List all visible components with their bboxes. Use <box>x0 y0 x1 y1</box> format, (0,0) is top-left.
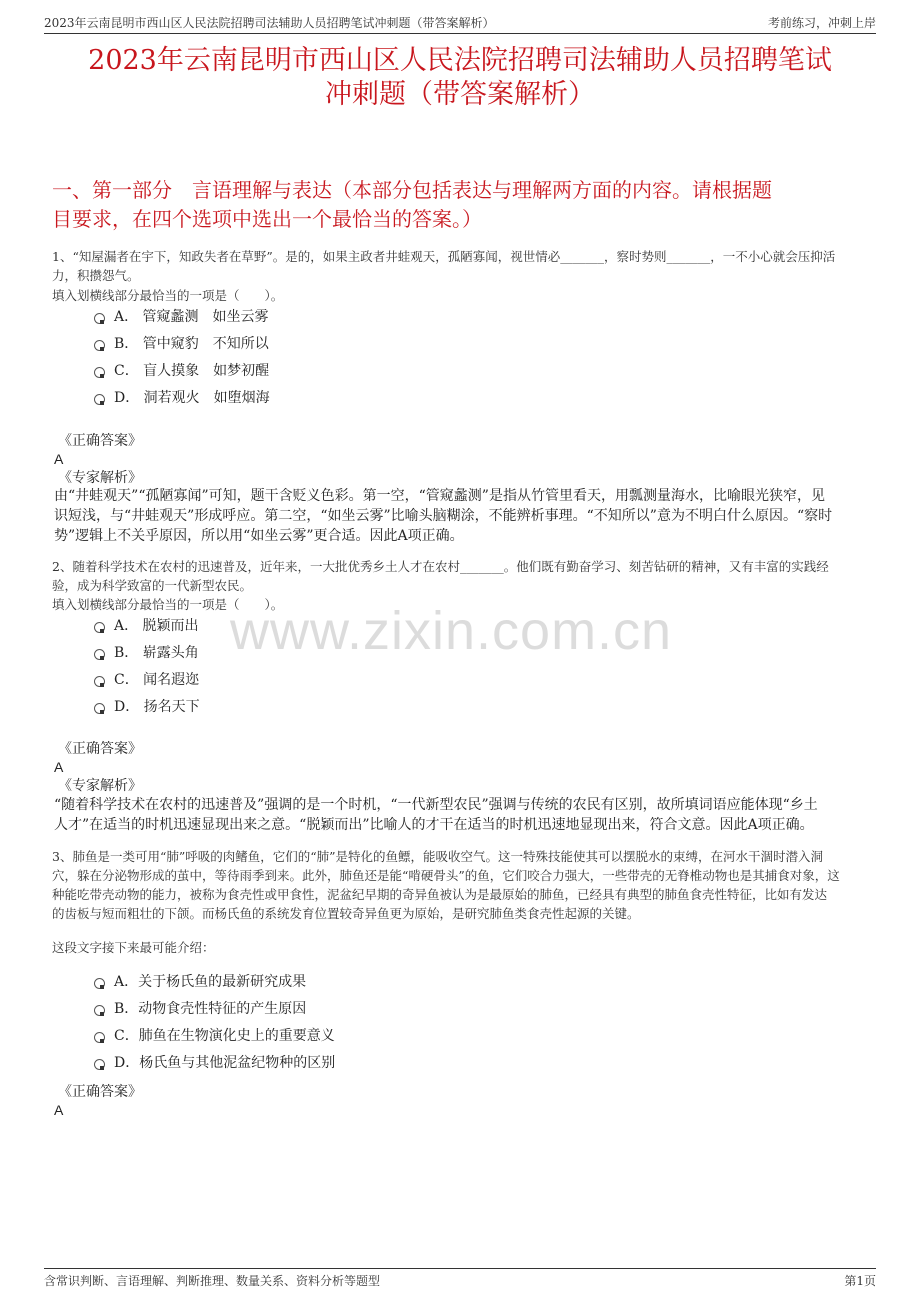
option-label: A．关于杨氏鱼的最新研究成果 <box>114 974 307 990</box>
question-1-instruction: 填入划横线部分最恰当的一项是（ ）。 <box>52 288 284 303</box>
question-stem-line: 1、“知屋漏者在宇下，知政失者在草野”。是的，如果主政者井蛙观天，孤陋寡闻，视世情必_______，察时势则_______，一不小心就会压抑活 <box>52 249 836 264</box>
option-label: D． 扬名天下 <box>114 699 200 715</box>
question-3-answer: A <box>54 1102 64 1118</box>
header-slogan: 考前练习，冲刺上岸 <box>767 16 876 30</box>
question-1-explanation <box>54 486 866 546</box>
title-line-1: 2023年云南昆明市西山区人民法院招聘司法辅助人员招聘笔试 <box>88 45 832 76</box>
option-label: C． 盲人摸象 如梦初醒 <box>114 363 270 379</box>
section-heading-line-2: 目要求，在四个选项中选出一个最恰当的答案。） <box>52 207 482 231</box>
option-label: B． 崭露头角 <box>114 645 199 661</box>
option-label: B．动物食壳性特征的产生原因 <box>114 1001 307 1017</box>
radio-icon[interactable] <box>94 313 105 324</box>
radio-icon[interactable] <box>94 978 105 989</box>
radio-icon[interactable] <box>94 1059 105 1070</box>
question-1-answer-label: 《正确答案》 <box>58 433 142 449</box>
explanation-line: 人才”在适当的时机迅速显现出来之意。“脱颖而出”比喻人的才干在适当的时机迅速地显现出来，符合文意。因此A项正确。 <box>54 817 814 833</box>
footer-topics: 含常识判断、言语理解、判断推理、数量关系、资料分析等题型 <box>44 1274 381 1288</box>
question-stem-line: 3、肺鱼是一类可用“肺”呼吸的肉鳍鱼，它们的“肺”是特化的鱼鳔，能吸收空气。这一特殊技能使其可以摆脱水的束缚，在河水干涸时潜入洞 <box>52 849 824 864</box>
radio-icon[interactable] <box>94 676 105 687</box>
question-3-stem <box>52 847 868 923</box>
question-1-answer: A <box>54 451 64 467</box>
radio-icon[interactable] <box>94 1005 105 1016</box>
question-2-stem <box>52 557 868 595</box>
question-2-explanation <box>54 795 866 835</box>
header-doc-title: 2023年云南昆明市西山区人民法院招聘司法辅助人员招聘笔试冲刺题（带答案解析） <box>44 16 495 30</box>
radio-icon[interactable] <box>94 1032 105 1043</box>
radio-icon[interactable] <box>94 703 105 714</box>
question-stem-line: 的齿板与短而粗壮的下颌。而杨氏鱼的系统发育位置较奇异鱼更为原始，是研究肺鱼类食壳性起源的关键。 <box>52 906 640 921</box>
question-2-instruction: 填入划横线部分最恰当的一项是（ ）。 <box>52 597 284 612</box>
radio-icon[interactable] <box>94 649 105 660</box>
question-1-explanation-label: 《专家解析》 <box>58 470 142 486</box>
radio-icon[interactable] <box>94 622 105 633</box>
document-title <box>40 44 880 112</box>
option-label: C． 闻名遐迩 <box>114 672 200 688</box>
question-stem-line: 力，积攒怨气。 <box>52 268 140 283</box>
page-footer <box>44 1268 876 1288</box>
page-header <box>44 12 876 34</box>
question-stem-line: 种能吃带壳动物的能力，被称为食壳性或甲食性，泥盆纪早期的奇异鱼被认为是最原始的肺鱼，已经具有典型的肺鱼食壳性特征，比如有发达 <box>52 887 828 902</box>
option-label: D．杨氏鱼与其他泥盆纪物种的区别 <box>114 1055 336 1071</box>
explanation-line: 势”逻辑上不关乎原因，所以用“如坐云雾”更合适。因此A项正确。 <box>54 528 464 544</box>
question-2-explanation-label: 《专家解析》 <box>58 778 142 794</box>
question-1-stem <box>52 247 868 285</box>
explanation-line: 由“井蛙观天”“孤陋寡闻”可知，题干含贬义色彩。第一空，“管窥蠡测”是指从竹管里看天，用瓢测量海水，比喻眼光狭窄，见 <box>54 488 825 504</box>
question-2-answer: A <box>54 759 64 775</box>
explanation-line: 识短浅，与“井蛙观天”形成呼应。第二空，“如坐云雾”比喻头脑糊涂，不能辨析事理。“不知所以”意为不明白什么原因。“察时 <box>54 508 833 524</box>
option-label: A． 管窥蠡测 如坐云雾 <box>114 309 269 325</box>
question-3-instruction: 这段文字接下来最可能介绍： <box>52 940 215 955</box>
explanation-line: “随着科学技术在农村的迅速普及”强调的是一个时机，“一代新型农民”强调与传统的农民有区别，故所填词语应能体现“乡土 <box>54 797 818 813</box>
radio-icon[interactable] <box>94 340 105 351</box>
radio-icon[interactable] <box>94 394 105 405</box>
question-stem-line: 穴，躲在分泌物形成的茧中，等待雨季到来。此外，肺鱼还是能“啃硬骨头”的鱼，它们咬合力强大，一些带壳的无脊椎动物也是其捕食对象，这 <box>52 868 840 883</box>
radio-icon[interactable] <box>94 367 105 378</box>
option-label: B． 管中窥豹 不知所以 <box>114 336 269 352</box>
question-2-answer-label: 《正确答案》 <box>58 741 142 757</box>
title-line-2: 冲刺题（带答案解析） <box>325 79 595 110</box>
option-label: D． 洞若观火 如堕烟海 <box>114 390 270 406</box>
question-stem-line: 验，成为科学致富的一代新型农民。 <box>52 578 253 593</box>
page-number: 第1页 <box>844 1274 876 1288</box>
question-stem-line: 2、随着科学技术在农村的迅速普及，近年来，一大批优秀乡土人才在农村_______。他们既有勤奋学习、刻苦钻研的精神，又有丰富的实践经 <box>52 559 829 574</box>
section-heading-line-1: 一、第一部分 言语理解与表达（本部分包括表达与理解两方面的内容。请根据题 <box>52 178 772 202</box>
section-heading <box>52 176 868 234</box>
option-label: C．肺鱼在生物演化史上的重要意义 <box>114 1028 335 1044</box>
question-3-answer-label: 《正确答案》 <box>58 1084 142 1100</box>
option-label: A． 脱颖而出 <box>114 618 199 634</box>
watermark: www.zixin.com.cn <box>230 601 673 661</box>
